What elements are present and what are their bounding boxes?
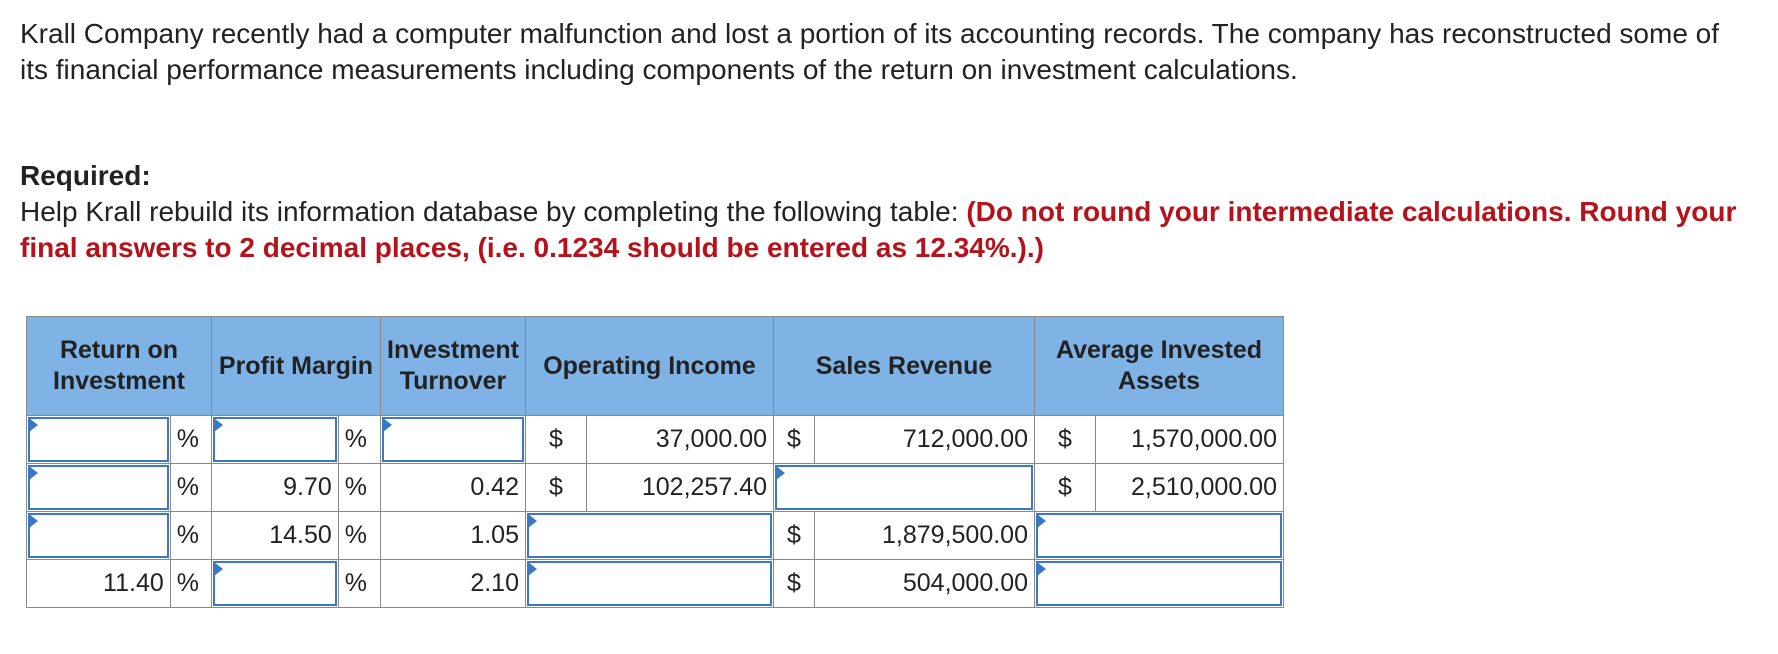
profit-margin-value: 9.70	[212, 464, 339, 512]
header-roi: Return on Investment	[27, 317, 212, 416]
profit-margin-input[interactable]	[212, 560, 339, 608]
percent-sign: %	[170, 464, 211, 512]
header-profit-margin: Profit Margin	[212, 317, 381, 416]
roi-input[interactable]	[27, 464, 171, 512]
investment-turnover-value: 0.42	[381, 464, 526, 512]
dollar-sign: $	[526, 464, 587, 512]
roi-input[interactable]	[27, 416, 171, 464]
roi-table	[26, 316, 1284, 608]
header-investment-turnover: Investment Turnover	[381, 317, 526, 416]
investment-turnover-value: 2.10	[381, 560, 526, 608]
header-row	[27, 317, 1284, 416]
percent-sign: %	[338, 464, 380, 512]
investment-turnover-value: 1.05	[381, 512, 526, 560]
percent-sign: %	[170, 512, 211, 560]
dollar-sign: $	[526, 416, 587, 464]
table-row	[27, 416, 1284, 464]
table-row	[27, 512, 1284, 560]
operating-income-input[interactable]	[526, 560, 774, 608]
table-row	[27, 560, 1284, 608]
percent-sign: %	[170, 560, 211, 608]
sales-revenue-input[interactable]	[774, 464, 1035, 512]
roi-input[interactable]	[27, 512, 171, 560]
required-text: Help Krall rebuild its information database by completing the following table:	[20, 196, 967, 227]
dollar-sign: $	[1035, 464, 1096, 512]
percent-sign: %	[338, 416, 380, 464]
roi-value: 11.40	[27, 560, 171, 608]
header-operating-income: Operating Income	[526, 317, 774, 416]
sales-revenue-value: 1,879,500.00	[815, 512, 1035, 560]
percent-sign: %	[170, 416, 211, 464]
avg-assets-input[interactable]	[1035, 560, 1284, 608]
percent-sign: %	[338, 560, 380, 608]
header-sales-revenue: Sales Revenue	[774, 317, 1035, 416]
investment-turnover-input[interactable]	[381, 416, 526, 464]
table-row	[27, 464, 1284, 512]
avg-assets-value: 2,510,000.00	[1096, 464, 1284, 512]
required-section	[20, 158, 1760, 266]
dollar-sign: $	[1035, 416, 1096, 464]
avg-assets-input[interactable]	[1035, 512, 1284, 560]
operating-income-value: 102,257.40	[587, 464, 774, 512]
dollar-sign: $	[774, 512, 815, 560]
percent-sign: %	[338, 512, 380, 560]
profit-margin-input[interactable]	[212, 416, 339, 464]
rounding-instruction: (Do not round your intermediate calculations. Round your final answers to 2 decimal places, (i.e. 0.1234 should be entered as 12.34%.).)	[20, 196, 1737, 263]
dollar-sign: $	[774, 416, 815, 464]
header-average-invested-assets: Average Invested Assets	[1035, 317, 1284, 416]
operating-income-value: 37,000.00	[587, 416, 774, 464]
sales-revenue-value: 712,000.00	[815, 416, 1035, 464]
sales-revenue-value: 504,000.00	[815, 560, 1035, 608]
profit-margin-value: 14.50	[212, 512, 339, 560]
operating-income-input[interactable]	[526, 512, 774, 560]
problem-intro: Krall Company recently had a computer malfunction and lost a portion of its accounting records. The company has reconstructed some of its financial performance measurements including components of the return on investment calculations.	[20, 18, 1720, 85]
dollar-sign: $	[774, 560, 815, 608]
avg-assets-value: 1,570,000.00	[1096, 416, 1284, 464]
required-label: Required:	[20, 160, 151, 191]
